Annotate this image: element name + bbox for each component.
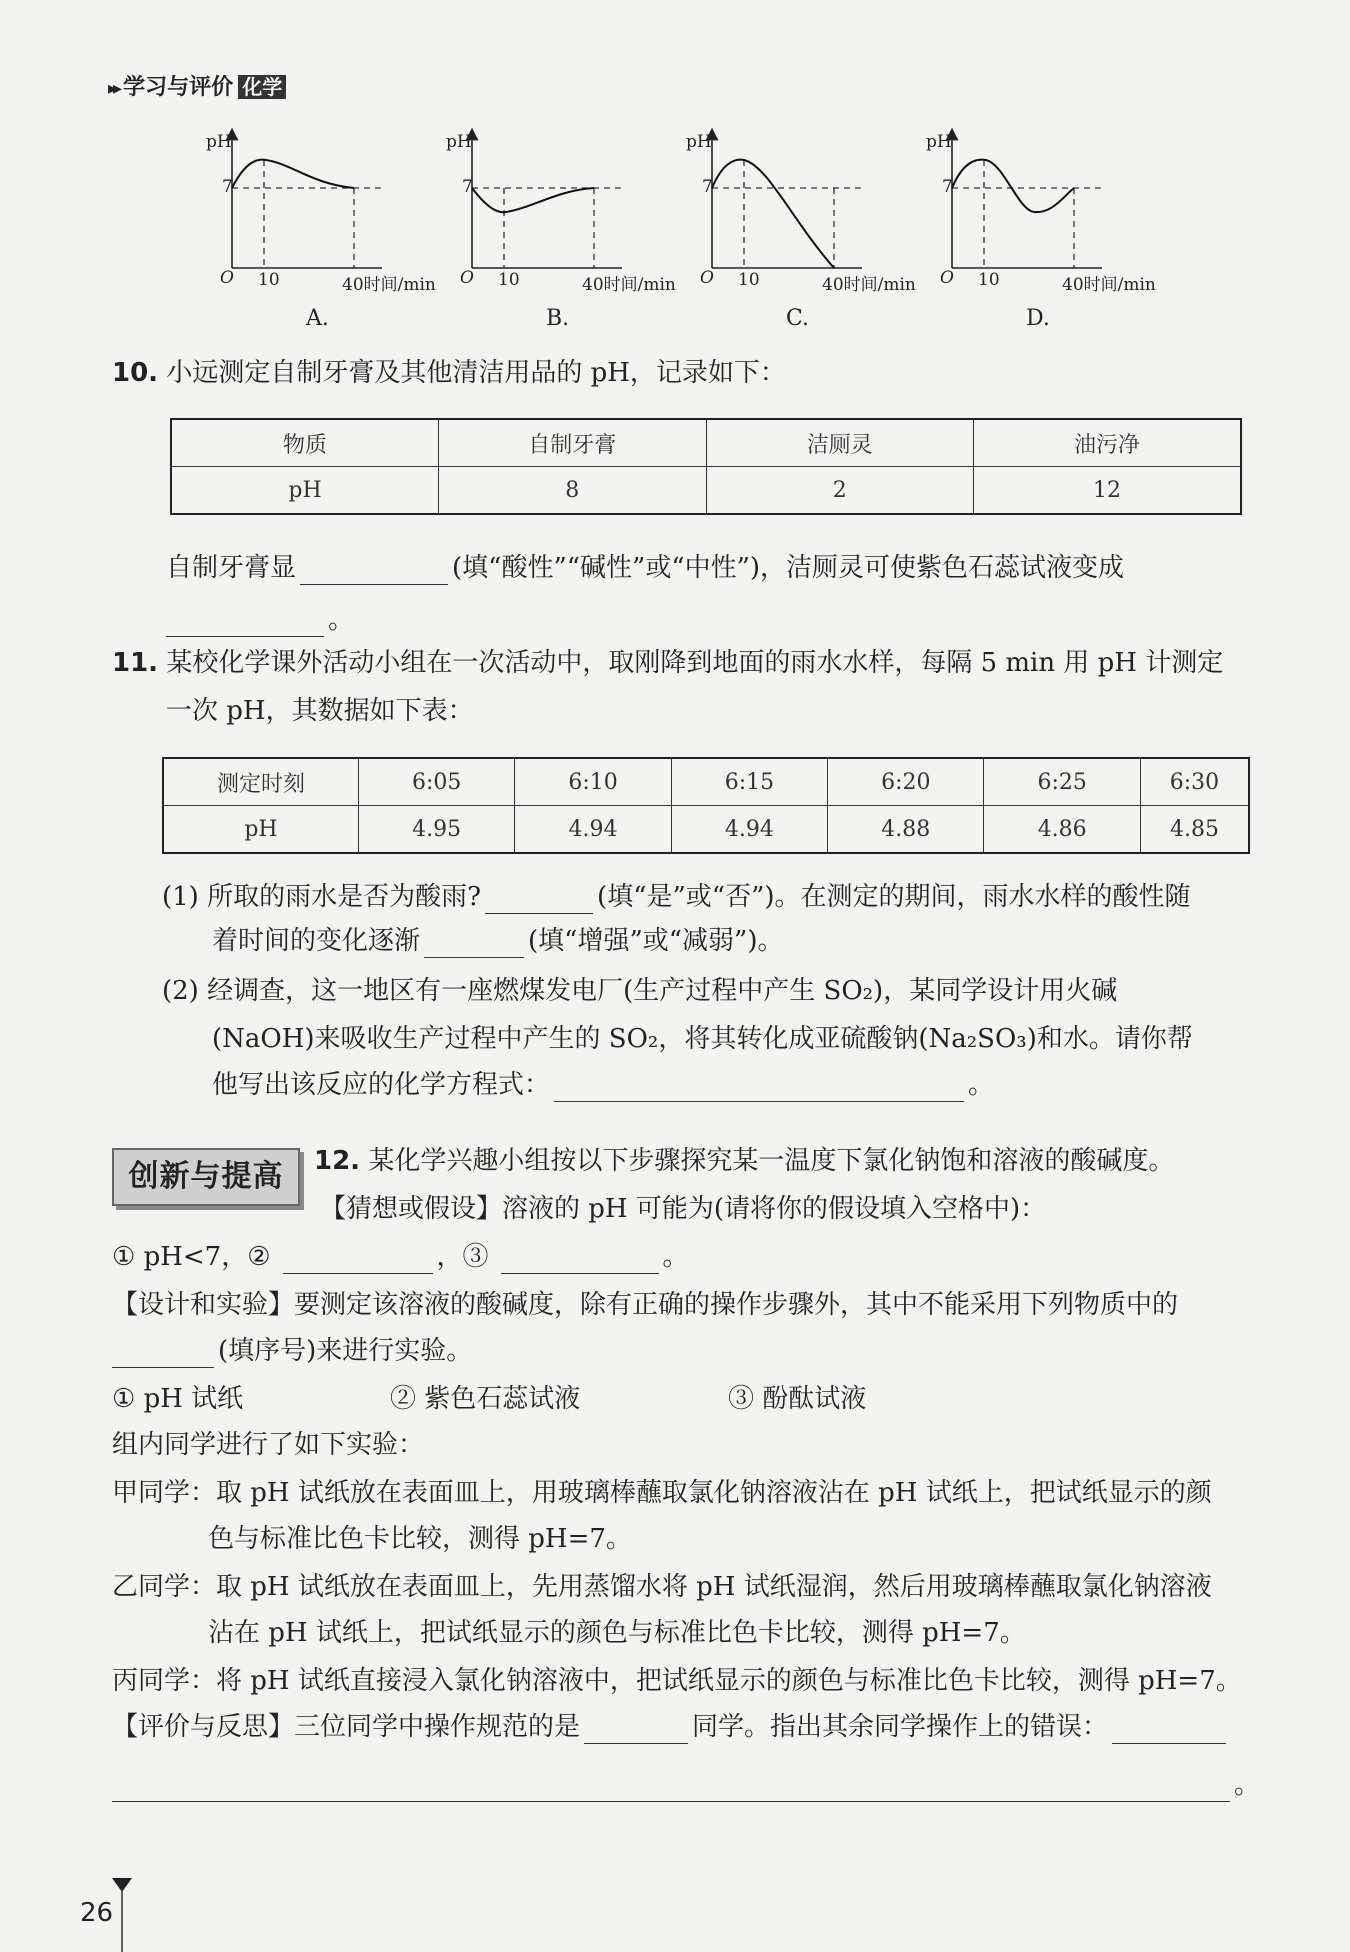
book-title: 学习与评价 (123, 75, 234, 100)
q12-yi-2: 沾在 pH 试纸上，把试纸显示的颜色与标准比色卡比较，测得 pH=7。 (208, 1618, 1026, 1648)
chart-b-xlabel: 40时间/min (582, 275, 676, 295)
chart-a-origin: O (220, 268, 234, 288)
q11-number: 11. (112, 648, 159, 678)
q11-part2-line1: (2) 经调查，这一地区有一座燃煤发电厂(生产过程中产生 SO₂)，某同学设计用火碱 (162, 976, 1118, 1006)
running-header (108, 70, 286, 101)
q12-bing: 丙同学：将 pH 试纸直接浸入氯化钠溶液中，把试纸显示的颜色与标准比色卡比较，测得 pH=7。 (112, 1666, 1242, 1696)
q12-design-1: 【设计和实验】要测定该溶液的酸碱度，除有正确的操作步骤外，其中不能采用下列物质中的 (112, 1290, 1179, 1320)
chart-a-ylabel: pH (206, 132, 232, 152)
q12-blank-error-1[interactable] (1112, 1715, 1226, 1744)
table-cell: 8 (439, 467, 707, 515)
table-cell: 12 (974, 467, 1242, 515)
q11-table (162, 757, 1250, 854)
chart-d-tick7: 7 (942, 177, 953, 197)
table-cell: 4.85 (1140, 806, 1249, 854)
q12-jia-1: 甲同学：取 pH 试纸放在表面皿上，用玻璃棒蘸取氯化钠溶液沾在 pH 试纸上，把试纸显示的颜 (112, 1478, 1212, 1508)
q12-exp-intro: 组内同学进行了如下实验： (112, 1430, 425, 1460)
table-cell: 6:10 (515, 758, 671, 806)
q11-stem-1: 11. 某校化学课外活动小组在一次活动中，取刚降到地面的雨水水样，每隔 5 min 用 pH 计测定 (112, 648, 1224, 678)
chart-d-ylabel: pH (926, 132, 952, 152)
q12-options: ① pH<7，② ，③ 。 (112, 1242, 689, 1272)
chart-d-origin: O (940, 268, 954, 288)
chart-d-tick10: 10 (978, 270, 1000, 290)
table-cell: 油污净 (974, 419, 1242, 467)
ph-charts (0, 120, 1350, 340)
q12-blank-2[interactable] (283, 1245, 433, 1274)
page-corner-mark-icon (112, 1878, 132, 1952)
chart-a-label: A. (306, 306, 329, 331)
chart-a (232, 134, 382, 268)
q12-blank-design[interactable] (112, 1339, 214, 1368)
q12-blank-3[interactable] (501, 1245, 659, 1274)
q12-design-2: (填序号)来进行实验。 (112, 1334, 472, 1368)
q10-stem: 10. 小远测定自制牙膏及其他清洁用品的 pH，记录如下： (112, 358, 786, 388)
chart-a-xlabel: 40时间/min (342, 275, 436, 295)
q11-part1-line1: (1) 所取的雨水是否为酸雨? (填“是”或“否”)。在测定的期间，雨水水样的酸性随 (162, 882, 1191, 912)
table-row (163, 806, 1249, 854)
table-cell: pH (171, 467, 439, 515)
chart-c-xlabel: 40时间/min (822, 275, 916, 295)
q10-blank-2[interactable] (166, 608, 324, 637)
chart-b-origin: O (460, 268, 474, 288)
table-row (171, 467, 1241, 515)
subject-badge: 化学 (238, 75, 286, 99)
q10-number: 10. (112, 358, 159, 388)
table-cell: pH (163, 806, 358, 854)
table-cell: 6:05 (358, 758, 514, 806)
chart-b-label: B. (546, 306, 570, 331)
q11-blank-acid-rain[interactable] (485, 885, 593, 914)
q11-blank-equation[interactable] (554, 1073, 964, 1102)
chart-c-ylabel: pH (686, 132, 712, 152)
q12-blank-correct[interactable] (584, 1715, 688, 1744)
table-cell: 6:25 (984, 758, 1140, 806)
chart-a-tick10: 10 (258, 270, 280, 290)
q12-choice-3: ③ 酚酞试液 (728, 1384, 867, 1414)
q11-part2-line2: (NaOH)来吸收生产过程中产生的 SO₂，将其转化成亚硫酸钠(Na₂SO₃)和水。请你帮 (212, 1024, 1193, 1054)
chart-b-tick10: 10 (498, 270, 520, 290)
q11-stem-2: 一次 pH，其数据如下表： (166, 696, 474, 726)
table-cell: 测定时刻 (163, 758, 358, 806)
chart-b (472, 134, 622, 268)
table-cell: 4.86 (984, 806, 1140, 854)
table-cell: 6:15 (671, 758, 827, 806)
chart-c-tick10: 10 (738, 270, 760, 290)
chart-d (952, 134, 1102, 268)
table-cell: 4.94 (515, 806, 671, 854)
q11-part1-line2: 着时间的变化逐渐 (填“增强”或“减弱”)。 (212, 926, 784, 956)
table-cell: 6:20 (828, 758, 984, 806)
q12-eval-line2: 。 (112, 1768, 1260, 1802)
q12-yi-1: 乙同学：取 pH 试纸放在表面皿上，先用蒸馏水将 pH 试纸湿润，然后用玻璃棒蘸取氯化钠溶液 (112, 1572, 1212, 1602)
chart-d-xlabel: 40时间/min (1062, 275, 1156, 295)
q10-blank-1[interactable] (300, 556, 448, 585)
table-cell: 4.95 (358, 806, 514, 854)
q10-table (170, 418, 1242, 515)
page-number: 26 (80, 1898, 114, 1928)
header-arrows-icon: ▸▸ (108, 78, 119, 99)
q10-line1: 自制牙膏显 (填“酸性”“碱性”或“中性”)，洁厕灵可使紫色石蕊试液变成 (166, 553, 1125, 583)
q10-line2: 。 (166, 603, 354, 637)
chart-c (712, 134, 862, 268)
q12-guess: 【猜想或假设】溶液的 pH 可能为(请将你的假设填入空格中)： (320, 1194, 1047, 1224)
table-cell: 物质 (171, 419, 439, 467)
table-cell: 6:30 (1140, 758, 1249, 806)
table-row (171, 419, 1241, 467)
table-cell: 4.88 (828, 806, 984, 854)
q11-part2-line3: 他写出该反应的化学方程式： 。 (212, 1070, 995, 1100)
table-cell: 4.94 (671, 806, 827, 854)
table-cell: 2 (706, 467, 974, 515)
chart-c-origin: O (700, 268, 714, 288)
q12-jia-2: 色与标准比色卡比较，测得 pH=7。 (208, 1524, 632, 1554)
q12-choice-1: ① pH 试纸 (112, 1384, 244, 1414)
section-banner: 创新与提高 (112, 1148, 300, 1206)
q12-blank-error-2[interactable] (112, 1773, 1230, 1802)
table-cell: 自制牙膏 (439, 419, 707, 467)
q12-eval: 【评价与反思】三位同学中操作规范的是 同学。指出其余同学操作上的错误： (112, 1710, 1230, 1744)
q12-stem: 12. 某化学兴趣小组按以下步骤探究某一温度下氯化钠饱和溶液的酸碱度。 (314, 1146, 1175, 1176)
chart-a-tick7: 7 (222, 177, 233, 197)
chart-b-ylabel: pH (446, 132, 472, 152)
table-row (163, 758, 1249, 806)
q11-blank-trend[interactable] (424, 929, 524, 958)
chart-d-label: D. (1026, 306, 1050, 331)
q12-choice-2: ② 紫色石蕊试液 (390, 1384, 581, 1414)
q12-number: 12. (314, 1146, 361, 1176)
chart-c-label: C. (786, 306, 810, 331)
table-cell: 洁厕灵 (706, 419, 974, 467)
chart-c-tick7: 7 (702, 177, 713, 197)
chart-b-tick7: 7 (462, 177, 473, 197)
